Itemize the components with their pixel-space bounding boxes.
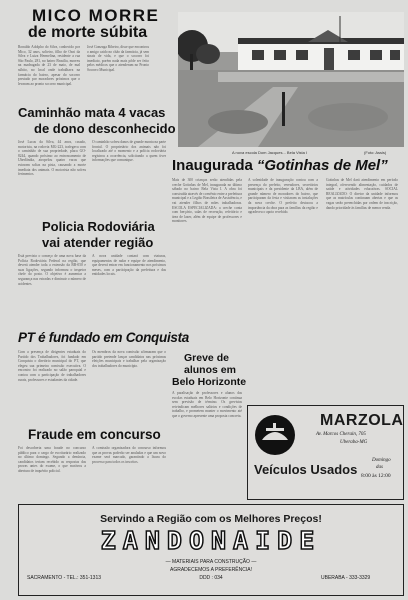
article-fraude-col1: Foi descoberta uma fraude no concurso público para o cargo de escriturário realizado no último domingo. Segundo a denúncia, candidatos teriam recebido as respostas das provas antes do exame, o que motivou a abertura de inquérito policial. (18, 446, 86, 473)
photo-caption: A nova escola Dom Jacques... Bela Vista I (232, 150, 308, 155)
marzola-ad (247, 405, 404, 500)
article-caminhao-col2: O caminhão sofreu danos de grande monta na parte frontal. O proprietário dos animais não foi localizado até o momento e a polícia rodoviária registrou a ocorrência, solicitando a quem tiver informações que comunique. (92, 140, 166, 163)
headline-gotinhas-plain: Inaugurada (172, 157, 253, 174)
marzola-hours: 8:00 às 12:00 (361, 473, 391, 479)
article-mico-col2: José Gonzaga Ribeiro, disse que encontrou o amigo caido no chão da farmácia, já sem sinais de vida, e que o socorro foi imediato, porém nada mais pôde ser feito pelos médicos que o atenderam no Pronto Socorro Municipal. (87, 45, 149, 72)
marzola-address: Av. Marcos Cherain, 705 (316, 432, 366, 437)
marzola-name: MARZOLA (320, 412, 404, 429)
zandonaide-ddd: DDD : 034 (199, 575, 223, 581)
school-photo-image (178, 12, 404, 147)
marzola-city: Uberaba-MG (340, 440, 368, 445)
article-mico-col1: Ronaldo Adolpho do Silva, conhecido por Mico, 32 anos, solteiro, filho de Osni da Silva e Luiza Hermelina, residente a rua São Paulo, 281, no bairro Brasilia, morreu na madrugada de 23 de maio, de mal súbito, no local onde trabalhava na farmácia do bairro, apesar do socorro prestado por moradores próximos que o levaram ao pronto socorro municipal. (18, 45, 80, 86)
zandonaide-name: ZANDONAIDE (100, 526, 322, 555)
article-policia-col2: A nova unidade contará com viaturas, equipamentos de radar e equipe de atendimento, que deverá entrar em funcionamento nos próximos meses, com a participação da prefeitura e das entidades locais. (92, 254, 166, 277)
headline-gotinhas-quoted: “Gotinhas de Mel” (256, 157, 388, 174)
headline-gotinhas (172, 157, 388, 175)
headline-mico-line2: de morte súbita (28, 24, 148, 41)
marzola-slogan: Veículos Usados (254, 462, 358, 477)
article-greve-body: A paralisação de professores e alunos das escolas estaduais em Belo Horizonte continua sem previsão de término. Os grevistas reivindicam melhores salários e condições de trabalho, e prometem manter o movimento até que o governo apresente uma proposta concreta. (172, 391, 242, 418)
headline-greve-line3: Belo Horizonte (172, 376, 247, 388)
headline-greve-line2: alunos em (184, 364, 236, 376)
article-gotinhas-col3: Gotinhas de Mel dará atendimento em período integral, oferecendo alimentação, cuidados de saúde e atividades educativas. SOCIAL REALIZADO: O diretor da unidade informou que as matrículas continuam abertas e que as vagas serão preenchidas por ordem de inscrição, dando prioridade às famílias de menor renda. (326, 178, 398, 210)
headline-fraude: Fraude em concurso (28, 427, 161, 442)
school-photo (178, 12, 404, 147)
zandonaide-banner: Servindo a Região com os Melhores Preços! (100, 513, 322, 525)
zandonaide-left-contact: SACRAMENTO - TEL.: 351-1313 (27, 575, 102, 581)
headline-pt: PT é fundado em Conquista (18, 330, 190, 345)
article-pt-col1: Com a presença de dirigentes estaduais do Partido dos Trabalhadores, foi fundado em Conquista o diretório municipal do PT, que elegeu sua primeira comissão executiva. O encontro foi realizado no salão paroquial e contou com a participação de trabalhadores rurais, professores e estudantes da cidade. (18, 350, 86, 382)
zandonaide-subline1: — MATERIAIS PARA CONSTRUÇÃO — (165, 559, 257, 565)
zandonaide-subline2: AGRADECEMOS A PREFERÊNCIA! (170, 567, 252, 573)
article-fraude-col2: A comissão organizadora do concurso informou que as provas poderão ser anuladas e que um novo exame será marcado, garantindo a lisura do processo para todos os inscritos. (92, 446, 166, 464)
article-gotinhas-col1: Mais de 300 crianças serão atendidas pela creche Gotinhas de Mel, inaugurada no último sábado no bairro Bela Vista I. A obra foi construída através de convênio entre a prefeitura municipal e a Legião Brasileira de Assistência, e vai atender filhos de mães trabalhadoras. ESCOLA ESPECIALIZADA: a creche conta com berçário, salas de recreação, refeitório e área de lazer, além de equipe de professores e monitores. (172, 178, 242, 224)
headline-caminhao-line2: de dono desconhecido (34, 121, 176, 136)
article-caminhao-col1: José Lucas da Silva, 44 anos, casado, motorista, na rodovia MG-223, trafegava com o caminhão de sua propriedade, placa GO-8244, quando próximo ao entroncamento de Uberlândia, atropelou quatro vacas que estavam soltas na pista, causando a morte imediata dos animais. O motorista não sofreu ferimentos. (18, 140, 86, 177)
zandonaide-ad (18, 504, 404, 596)
headline-policia-line2: vai atender região (42, 235, 154, 250)
article-policia-col1: Está previsto o começo de uma nova base da Polícia Rodoviária Federal na região, que deverá atender toda a extensão da BR-050 e suas ligações, segundo informou o inspetor chefe do posto. O objetivo é aumentar a segurança nas estradas e diminuir o número de acidentes. (18, 254, 86, 286)
headline-mico-line1: MICO MORRE (32, 6, 160, 25)
photo-credit: (Foto: Assis) (364, 150, 387, 155)
zandonaide-right-contact: UBERABA - 333-3329 (321, 575, 371, 581)
article-gotinhas-col2: A solenidade de inauguração contou com a presença do prefeito, vereadores, secretários municipais e da presidente da LBA, além de grande número de moradores do bairro, que participaram da festa e visitaram as instalações da nova creche. O prefeito destacou a importância da obra para as famílias da região e agradeceu o apoio recebido. (248, 178, 318, 215)
marzola-hours-sub: das (376, 465, 383, 470)
headline-caminhao-line1: Caminhão mata 4 vacas (18, 105, 166, 120)
marzola-logo-icon (254, 414, 296, 456)
headline-policia-line1: Policia Rodoviária (42, 219, 155, 234)
article-pt-col2: Os membros da nova comissão afirmaram que o partido pretende lançar candidatos nas próximas eleições municipais e trabalhar pela organização dos trabalhadores do município. (92, 350, 166, 368)
headline-greve-line1: Greve de (184, 352, 229, 364)
marzola-hours-label: Domingo (372, 458, 391, 463)
